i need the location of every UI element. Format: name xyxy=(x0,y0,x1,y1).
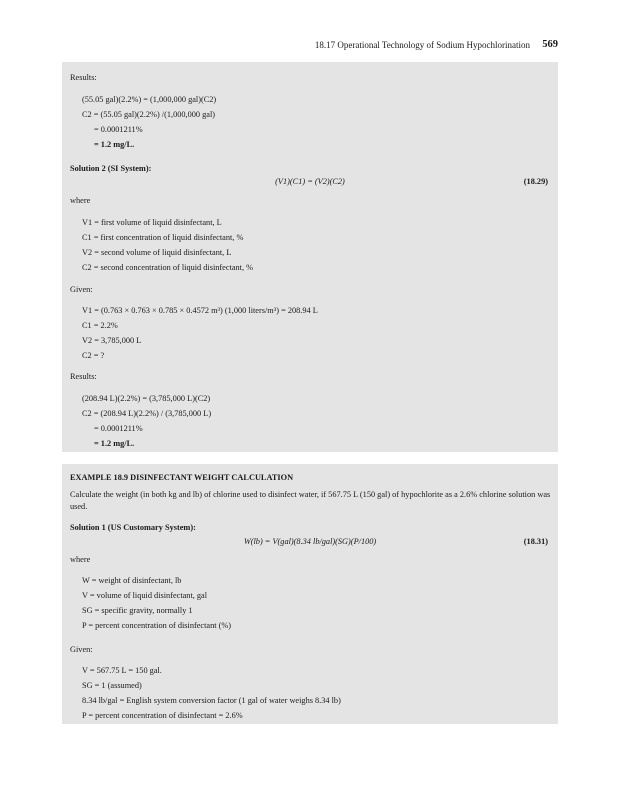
definition-line: W = weight of disinfectant, lb xyxy=(82,576,182,585)
result-line: (208.94 L)(2.2%) = (3,785,000 L)(C2) xyxy=(82,394,211,403)
result-line: (55.05 gal)(2.2%) = (1,000,000 gal)(C2) xyxy=(82,95,217,104)
result-line: C2 = (55.05 gal)(2.2%) /(1,000,000 gal) xyxy=(82,110,216,119)
solution-heading: Solution 2 (SI System): xyxy=(70,164,152,173)
given-line: V2 = 3,785,000 L xyxy=(82,336,142,345)
example-title: EXAMPLE 18.9 DISINFECTANT WEIGHT CALCULATION xyxy=(70,473,294,482)
running-title: 18.17 Operational Technology of Sodium Hypochlorination xyxy=(314,40,530,50)
result-line: = 0.0001211% xyxy=(94,424,143,433)
definition-line: V2 = second volume of liquid disinfectant, L xyxy=(82,248,232,257)
given-label: Given: xyxy=(70,285,93,294)
solution-heading: Solution 1 (US Customary System): xyxy=(70,523,196,532)
given-line: 8.34 lb/gal = English system conversion factor (1 gal of water weighs 8.34 lb) xyxy=(82,696,341,705)
equation-number: (18.31) xyxy=(523,537,548,546)
definition-line: P = percent concentration of disinfectant (%) xyxy=(82,621,232,630)
result-final: = 1.2 mg/L. xyxy=(94,439,135,448)
definition-line: C1 = first concentration of liquid disinfectant, % xyxy=(82,233,244,242)
where-label: where xyxy=(70,196,91,205)
equation-number: (18.29) xyxy=(523,177,548,186)
given-line: V1 = (0.763 × 0.763 × 0.785 × 0.4572 m³) (1,000 liters/m³) = 208.94 L xyxy=(82,306,318,315)
problem-statement: Calculate the weight (in both kg and lb) of chlorine used to disinfect water, if 567.75 L (150 gal) of hypochlorite as a 2.6% chlorine solution was used. xyxy=(70,490,551,511)
result-line: C2 = (208.94 L)(2.2%) / (3,785,000 L) xyxy=(82,409,212,418)
given-line: C2 = ? xyxy=(82,351,105,360)
given-label: Given: xyxy=(70,645,93,654)
results-label: Results: xyxy=(70,73,97,82)
equation: W(lb) = V(gal)(8.34 lb/gal)(SG)(P/100) xyxy=(243,537,377,546)
running-header xyxy=(62,40,558,56)
definition-line: V1 = first volume of liquid disinfectant, L xyxy=(82,218,222,227)
definition-line: V = volume of liquid disinfectant, gal xyxy=(82,591,208,600)
given-line: P = percent concentration of disinfectant = 2.6% xyxy=(82,711,243,720)
example-continued-box xyxy=(62,62,558,452)
result-final: = 1.2 mg/L. xyxy=(94,140,135,149)
where-label: where xyxy=(70,555,91,564)
given-line: SG = 1 (assumed) xyxy=(82,681,142,690)
page-number: 569 xyxy=(542,39,558,50)
result-line: = 0.0001211% xyxy=(94,125,143,134)
definition-line: SG = specific gravity, normally 1 xyxy=(82,606,193,615)
definition-line: C2 = second concentration of liquid disinfectant, % xyxy=(82,263,254,272)
results-label: Results: xyxy=(70,372,97,381)
given-line: C1 = 2.2% xyxy=(82,321,118,330)
given-line: V = 567.75 L = 150 gal. xyxy=(82,666,162,675)
equation: (V1)(C1) = (V2)(C2) xyxy=(275,177,345,186)
example-18-9-box xyxy=(62,464,558,724)
